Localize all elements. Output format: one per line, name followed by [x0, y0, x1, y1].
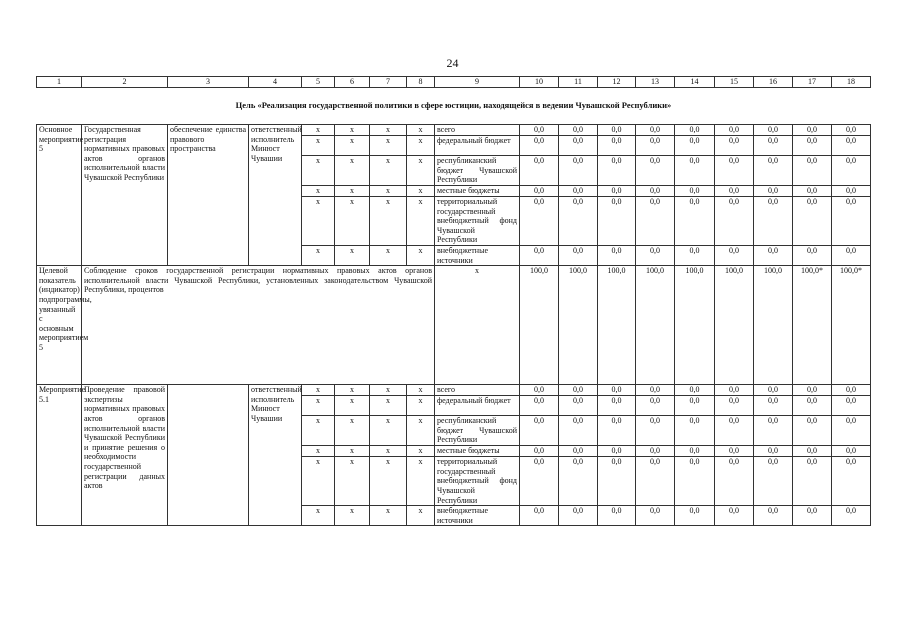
funding-source-cell: внебюджетные источники: [435, 246, 520, 266]
column-number-row: [37, 77, 871, 88]
column-number: 9: [435, 77, 520, 88]
code-cell: x: [407, 125, 435, 136]
value-cell: 0,0: [754, 197, 793, 246]
value-cell: 0,0: [715, 457, 754, 506]
name-cell: Государственная регистрация нормативных правовых актов органов исполнительной власти Чувашской Республики: [82, 125, 168, 266]
code-cell: x: [302, 136, 335, 156]
funding-source-cell: местные бюджеты: [435, 186, 520, 197]
column-number: 10: [520, 77, 559, 88]
code-cell: x: [407, 416, 435, 446]
indicator-value-cell: 100,0: [636, 266, 675, 385]
column-number: 7: [370, 77, 407, 88]
value-cell: 0,0: [520, 396, 559, 416]
value-cell: 0,0: [754, 416, 793, 446]
value-cell: 0,0: [754, 396, 793, 416]
value-cell: 0,0: [754, 156, 793, 186]
code-cell: x: [407, 246, 435, 266]
value-cell: 0,0: [675, 457, 715, 506]
value-cell: 0,0: [598, 136, 636, 156]
value-cell: 0,0: [559, 446, 598, 457]
column-number: 11: [559, 77, 598, 88]
value-cell: 0,0: [559, 385, 598, 396]
column-number: 14: [675, 77, 715, 88]
value-cell: 0,0: [636, 197, 675, 246]
code-cell: x: [302, 416, 335, 446]
value-cell: 0,0: [675, 156, 715, 186]
indicator-value-cell: 100,0: [675, 266, 715, 385]
code-cell: x: [407, 156, 435, 186]
code-cell: x: [407, 197, 435, 246]
value-cell: 0,0: [598, 416, 636, 446]
task-cell: [168, 385, 249, 526]
indicator-code-cell: x: [435, 266, 520, 385]
value-cell: 0,0: [559, 197, 598, 246]
value-cell: 0,0: [675, 396, 715, 416]
value-cell: 0,0: [793, 197, 832, 246]
value-cell: 0,0: [598, 385, 636, 396]
funding-source-cell: территориальный государственный внебюджетный фонд Чувашской Республики: [435, 457, 520, 506]
status-cell: Мероприятие 5.1: [37, 385, 82, 526]
code-cell: x: [302, 186, 335, 197]
value-cell: 0,0: [559, 246, 598, 266]
value-cell: 0,0: [598, 156, 636, 186]
value-cell: 0,0: [598, 125, 636, 136]
indicator-value-cell: 100,0*: [832, 266, 871, 385]
column-number: 17: [793, 77, 832, 88]
value-cell: 0,0: [636, 457, 675, 506]
value-cell: 0,0: [636, 186, 675, 197]
value-cell: 0,0: [793, 156, 832, 186]
value-cell: 0,0: [715, 385, 754, 396]
code-cell: x: [370, 246, 407, 266]
value-cell: 0,0: [559, 136, 598, 156]
status-cell: Основное мероприятие 5: [37, 125, 82, 266]
value-cell: 0,0: [832, 186, 871, 197]
indicator-value-cell: 100,0: [715, 266, 754, 385]
value-cell: 0,0: [636, 416, 675, 446]
code-cell: x: [302, 156, 335, 186]
code-cell: x: [407, 186, 435, 197]
value-cell: 0,0: [793, 246, 832, 266]
code-cell: x: [370, 396, 407, 416]
value-cell: 0,0: [675, 385, 715, 396]
value-cell: 0,0: [559, 457, 598, 506]
code-cell: x: [370, 136, 407, 156]
code-cell: x: [407, 457, 435, 506]
value-cell: 0,0: [636, 385, 675, 396]
funding-source-cell: территориальный государственный внебюджетный фонд Чувашской Республики: [435, 197, 520, 246]
indicator-text: Соблюдение сроков государственной регистрации нормативных правовых актов органов исполнительной власти Чувашской Республики, установленных законодательством Чувашской Республики, процентов: [82, 266, 435, 385]
code-cell: x: [335, 136, 370, 156]
code-cell: x: [335, 506, 370, 526]
value-cell: 0,0: [832, 125, 871, 136]
value-cell: 0,0: [520, 186, 559, 197]
funding-source-cell: местные бюджеты: [435, 446, 520, 457]
page-number: 24: [446, 56, 459, 70]
indicator-value-cell: 100,0: [520, 266, 559, 385]
value-cell: 0,0: [793, 385, 832, 396]
funding-source-cell: федеральный бюджет: [435, 396, 520, 416]
value-cell: 0,0: [754, 506, 793, 526]
value-cell: 0,0: [793, 186, 832, 197]
value-cell: 0,0: [675, 416, 715, 446]
code-cell: x: [370, 186, 407, 197]
value-cell: 0,0: [675, 136, 715, 156]
code-cell: x: [407, 506, 435, 526]
value-cell: 0,0: [832, 197, 871, 246]
funding-row: [37, 125, 871, 136]
value-cell: 0,0: [793, 136, 832, 156]
column-number: 5: [302, 77, 335, 88]
value-cell: 0,0: [754, 446, 793, 457]
code-cell: x: [335, 246, 370, 266]
value-cell: 0,0: [636, 136, 675, 156]
value-cell: 0,0: [715, 156, 754, 186]
value-cell: 0,0: [754, 457, 793, 506]
value-cell: 0,0: [520, 416, 559, 446]
value-cell: 0,0: [793, 446, 832, 457]
value-cell: 0,0: [754, 186, 793, 197]
code-cell: x: [335, 385, 370, 396]
value-cell: 0,0: [636, 396, 675, 416]
value-cell: 0,0: [832, 416, 871, 446]
code-cell: x: [335, 446, 370, 457]
indicator-value-cell: 100,0*: [793, 266, 832, 385]
goal-title: Цель «Реализация государственной политики в сфере юстиции, находящейся в ведении Чувашской Республики»: [37, 88, 871, 125]
value-cell: 0,0: [832, 246, 871, 266]
funding-source-cell: федеральный бюджет: [435, 136, 520, 156]
code-cell: x: [335, 416, 370, 446]
value-cell: 0,0: [754, 125, 793, 136]
table-body: [37, 77, 871, 526]
column-number: 18: [832, 77, 871, 88]
value-cell: 0,0: [675, 125, 715, 136]
value-cell: 0,0: [520, 385, 559, 396]
value-cell: 0,0: [636, 506, 675, 526]
value-cell: 0,0: [559, 416, 598, 446]
code-cell: x: [407, 446, 435, 457]
funding-source-cell: внебюджетные источники: [435, 506, 520, 526]
program-table: [36, 76, 871, 526]
code-cell: x: [335, 396, 370, 416]
value-cell: 0,0: [520, 506, 559, 526]
value-cell: 0,0: [598, 246, 636, 266]
value-cell: 0,0: [636, 125, 675, 136]
column-number: 6: [335, 77, 370, 88]
value-cell: 0,0: [598, 446, 636, 457]
funding-row: [37, 385, 871, 396]
value-cell: 0,0: [832, 156, 871, 186]
code-cell: x: [335, 186, 370, 197]
code-cell: x: [370, 506, 407, 526]
value-cell: 0,0: [520, 446, 559, 457]
value-cell: 0,0: [754, 136, 793, 156]
code-cell: x: [370, 385, 407, 396]
funding-source-cell: всего: [435, 385, 520, 396]
value-cell: 0,0: [715, 125, 754, 136]
funding-source-cell: всего: [435, 125, 520, 136]
value-cell: 0,0: [559, 506, 598, 526]
value-cell: 0,0: [559, 396, 598, 416]
value-cell: 0,0: [715, 197, 754, 246]
code-cell: x: [370, 125, 407, 136]
value-cell: 0,0: [715, 416, 754, 446]
column-number: 3: [168, 77, 249, 88]
value-cell: 0,0: [598, 457, 636, 506]
value-cell: 0,0: [520, 156, 559, 186]
executor-cell: ответственный исполнитель Минюст Чувашии: [249, 385, 302, 526]
value-cell: 0,0: [520, 457, 559, 506]
column-number: 16: [754, 77, 793, 88]
value-cell: 0,0: [715, 136, 754, 156]
code-cell: x: [302, 506, 335, 526]
column-number: 1: [37, 77, 82, 88]
value-cell: 0,0: [793, 125, 832, 136]
value-cell: 0,0: [636, 156, 675, 186]
code-cell: x: [407, 136, 435, 156]
indicator-value-cell: 100,0: [598, 266, 636, 385]
value-cell: 0,0: [675, 186, 715, 197]
value-cell: 0,0: [559, 156, 598, 186]
value-cell: 0,0: [832, 506, 871, 526]
value-cell: 0,0: [675, 246, 715, 266]
value-cell: 0,0: [832, 136, 871, 156]
code-cell: x: [302, 125, 335, 136]
code-cell: x: [335, 125, 370, 136]
value-cell: 0,0: [715, 506, 754, 526]
name-cell: Проведение правовой экспертизы нормативных правовых актов органов исполнительной власти Чувашской Республики и принятие решения о необходимости государственной регистрации данных актов: [82, 385, 168, 526]
code-cell: x: [335, 457, 370, 506]
task-cell: обеспечение единства правового пространства: [168, 125, 249, 266]
value-cell: 0,0: [598, 506, 636, 526]
value-cell: 0,0: [675, 446, 715, 457]
code-cell: x: [370, 446, 407, 457]
value-cell: 0,0: [598, 186, 636, 197]
value-cell: 0,0: [675, 506, 715, 526]
value-cell: 0,0: [520, 136, 559, 156]
value-cell: 0,0: [793, 396, 832, 416]
code-cell: x: [370, 457, 407, 506]
value-cell: 0,0: [832, 457, 871, 506]
value-cell: 0,0: [636, 246, 675, 266]
code-cell: x: [370, 156, 407, 186]
executor-cell: ответственный исполнитель Минюст Чувашии: [249, 125, 302, 266]
indicator-value-cell: 100,0: [754, 266, 793, 385]
code-cell: x: [335, 197, 370, 246]
value-cell: 0,0: [598, 396, 636, 416]
column-number: 12: [598, 77, 636, 88]
funding-source-cell: республиканский бюджет Чувашской Республики: [435, 156, 520, 186]
code-cell: x: [302, 385, 335, 396]
value-cell: 0,0: [793, 457, 832, 506]
column-number: 8: [407, 77, 435, 88]
value-cell: 0,0: [520, 197, 559, 246]
value-cell: 0,0: [793, 416, 832, 446]
value-cell: 0,0: [832, 446, 871, 457]
value-cell: 0,0: [754, 246, 793, 266]
indicator-value-cell: 100,0: [559, 266, 598, 385]
code-cell: x: [302, 446, 335, 457]
code-cell: x: [302, 246, 335, 266]
column-number: 2: [82, 77, 168, 88]
value-cell: 0,0: [832, 385, 871, 396]
code-cell: x: [302, 396, 335, 416]
value-cell: 0,0: [675, 197, 715, 246]
value-cell: 0,0: [520, 246, 559, 266]
column-number: 4: [249, 77, 302, 88]
code-cell: x: [370, 416, 407, 446]
value-cell: 0,0: [715, 446, 754, 457]
value-cell: 0,0: [715, 396, 754, 416]
value-cell: 0,0: [793, 506, 832, 526]
value-cell: 0,0: [520, 125, 559, 136]
value-cell: 0,0: [754, 385, 793, 396]
funding-source-cell: республиканский бюджет Чувашской Республики: [435, 416, 520, 446]
indicator-label: Целевой показатель (индикатор) подпрограммы, увязанный с основным мероприятием 5: [37, 266, 82, 385]
column-number: 13: [636, 77, 675, 88]
value-cell: 0,0: [598, 197, 636, 246]
value-cell: 0,0: [559, 125, 598, 136]
code-cell: x: [407, 396, 435, 416]
value-cell: 0,0: [715, 186, 754, 197]
value-cell: 0,0: [636, 446, 675, 457]
goal-row: [37, 88, 871, 125]
value-cell: 0,0: [715, 246, 754, 266]
code-cell: x: [302, 457, 335, 506]
code-cell: x: [302, 197, 335, 246]
code-cell: x: [335, 156, 370, 186]
value-cell: 0,0: [559, 186, 598, 197]
value-cell: 0,0: [832, 396, 871, 416]
indicator-row: [37, 266, 871, 385]
column-number: 15: [715, 77, 754, 88]
code-cell: x: [407, 385, 435, 396]
code-cell: x: [370, 197, 407, 246]
